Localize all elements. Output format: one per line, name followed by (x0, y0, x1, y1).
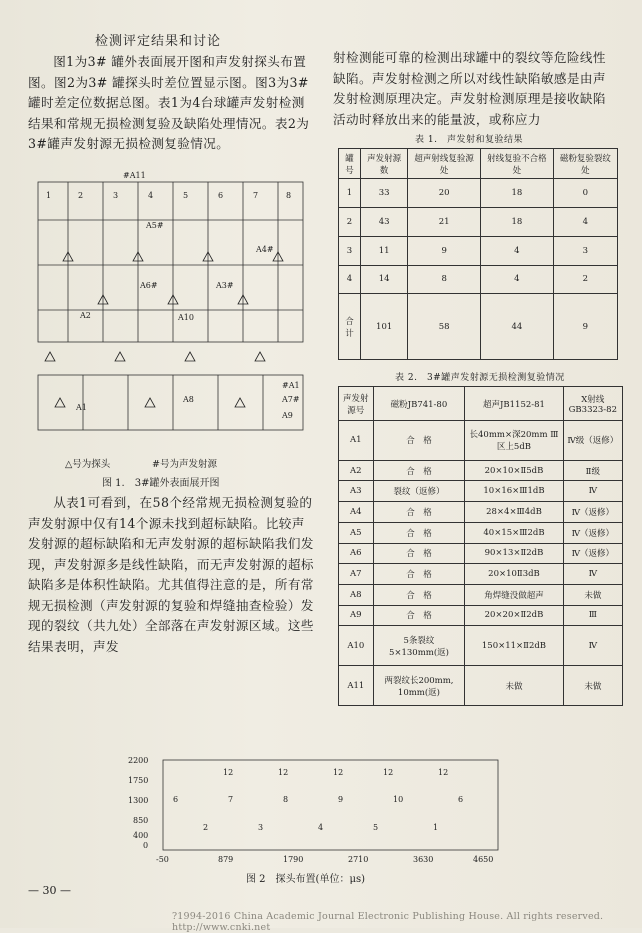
table-cell: 长40mm×深20mm Ⅲ区上5dB (465, 421, 563, 461)
fig2-ytick: 400 (133, 831, 149, 840)
table-cell: 合 格 (373, 421, 465, 461)
table-cell: 未做 (465, 666, 563, 706)
left-column-para2 (28, 493, 314, 657)
fig1-num: 3 (113, 191, 119, 200)
table-cell: A9 (339, 605, 374, 626)
table-row (339, 179, 618, 208)
figure1-caption: 图 1. 3#罐外表面展开图 (102, 478, 220, 489)
fig2-point: 7 (228, 795, 234, 804)
table-cell: 4 (481, 265, 554, 294)
section-title: 检测评定结果和讨论 (95, 34, 222, 49)
table-cell: 10×16×Ⅲ1dB (465, 481, 563, 502)
table1-caption: 表 1. 声发射和复验结果 (415, 135, 523, 145)
fig2-ytick: 850 (133, 816, 149, 825)
table-cell: 90×13×Ⅱ2dB (465, 543, 563, 564)
fig2-point: 2 (203, 823, 209, 832)
table-row (339, 605, 623, 626)
fig2-point: 12 (278, 768, 289, 777)
fig2-ytick: 0 (143, 841, 149, 850)
table-cell: 101 (360, 294, 407, 360)
table-row (339, 502, 623, 523)
table-cell: A10 (339, 626, 374, 666)
paragraph-1: 图1为3# 罐外表面展开图和声发射探头布置图。图2为3# 罐探头时差位置显示图。图3为3# 罐时差定位数据总图。表1为4台球罐声发射检测结果和常规无损检测复验及缺陷处理情况。表2为3#罐声发射源无损检测复验情况。 (28, 54, 310, 151)
table-row (339, 265, 618, 294)
fig1-num: 5 (183, 191, 189, 200)
table-cell: 11 (360, 236, 407, 265)
table-cell: A1 (339, 421, 374, 461)
table-cell: A7 (339, 564, 374, 585)
paragraph-3: 射检测能可靠的检测出球罐中的裂纹等危险线性缺陷。声发射检测之所以对线性缺陷敏感是由声发射检测原理决定。声发射检测原理是接收缺陷活动时释放出来的能量波，或称应力 (333, 50, 606, 127)
table-cell: 合 格 (373, 584, 465, 605)
table-row (339, 564, 623, 585)
fig2-point: 3 (258, 823, 264, 832)
fig1-num: 8 (286, 191, 292, 200)
fig1-probe-triangles (45, 252, 283, 407)
table-header-cell: X射线GB3323-82 (563, 387, 622, 421)
table-cell: Ⅳ（返修） (563, 502, 622, 523)
table-row (339, 460, 623, 481)
fig1-num: 7 (253, 191, 259, 200)
fig2-xtick: 3630 (413, 855, 434, 864)
table-header-cell: 声发射源号 (339, 387, 374, 421)
fig1-num: 1 (46, 191, 52, 200)
table-cell: A4 (339, 502, 374, 523)
fig1-num: 4 (148, 191, 154, 200)
table-cell: 未做 (563, 666, 622, 706)
table-cell: 20×10Ⅱ3dB (465, 564, 563, 585)
table-cell: 合 格 (373, 460, 465, 481)
fig1-source: A1 (76, 403, 87, 412)
fig2-ytick: 1300 (128, 796, 149, 805)
table-cell: 4 (339, 265, 361, 294)
fig1-source: A7# (282, 395, 300, 404)
table-cell: 18 (481, 207, 554, 236)
table-cell: 21 (408, 207, 481, 236)
fig1-source: A8 (183, 395, 194, 404)
table-cell: 9 (553, 294, 617, 360)
table2 (338, 386, 623, 706)
table2-caption: 表 2. 3#罐声发射源无损检测复验情况 (395, 373, 565, 383)
table-cell: 2 (339, 207, 361, 236)
fig1-source: A10 (178, 313, 194, 322)
table-cell: 3 (339, 236, 361, 265)
table-cell: 44 (481, 294, 554, 360)
fig2-ytick: 1750 (128, 776, 149, 785)
table-header-cell: 磁粉复验裂纹处 (553, 149, 617, 179)
table-cell: Ⅳ（返修） (563, 543, 622, 564)
table-cell: 40×15×Ⅲ2dB (465, 522, 563, 543)
fig2-xtick: 4650 (473, 855, 494, 864)
table-cell: 58 (408, 294, 481, 360)
table-cell: 20 (408, 179, 481, 208)
fig2-xtick: 879 (218, 855, 234, 864)
left-column-para1 (28, 52, 314, 155)
fig1-source: A6# (140, 281, 158, 290)
table-cell: 14 (360, 265, 407, 294)
fig2-xtick: 2710 (348, 855, 369, 864)
table-cell: 9 (408, 236, 481, 265)
table-cell: 8 (408, 265, 481, 294)
fig2-xtick: -50 (156, 855, 169, 864)
table-row (339, 481, 623, 502)
fig2-point: 10 (393, 795, 404, 804)
copyright-footer: ?1994-2016 China Academic Journal Electronic Publishing House. All rights reserved. http://www.cnki.net (172, 911, 613, 933)
table-cell: 3 (553, 236, 617, 265)
table-cell: 合 格 (373, 522, 465, 543)
fig2-ytick: 2200 (128, 756, 149, 765)
table-header-cell: 声发射源数 (360, 149, 407, 179)
figure1-unfolded-surface (28, 170, 313, 442)
right-column-para1 (333, 48, 618, 130)
table-cell: 4 (481, 236, 554, 265)
table-row (339, 626, 623, 666)
paragraph-2: 从表1可看到，在58个经常规无损检测复验的声发射源中仅有14个源未找到超标缺陷。比较声发射源的超标缺陷和无声发射源的超标缺陷我们发现，声发射源多是线性缺陷，而无声发射源的超标缺陷多是体积性缺陷。尤其值得注意的是，所有常规无损检测（声发射源的复验和焊缝抽查检验）发现的裂纹（共九处）全部落在声发射源区域。这些结果表明，声发 (28, 495, 314, 654)
table-cell: A3 (339, 481, 374, 502)
table-cell: Ⅳ (563, 564, 622, 585)
figure2-caption: 图 2 探头布置(单位：μs) (246, 874, 365, 885)
table-cell: Ⅳ级（返修） (563, 421, 622, 461)
table-cell: 20×20×Ⅱ2dB (465, 605, 563, 626)
table-cell: 1 (339, 179, 361, 208)
table-header-row (339, 149, 618, 179)
fig1-source: A5# (146, 221, 164, 230)
fig1-source: A2 (80, 311, 91, 320)
table-cell: Ⅳ (563, 481, 622, 502)
table-cell: Ⅲ (563, 605, 622, 626)
table-cell: 0 (553, 179, 617, 208)
table-cell: 合 格 (373, 502, 465, 523)
table-cell: 未做 (563, 584, 622, 605)
fig2-point: 12 (438, 768, 449, 777)
table-row (339, 207, 618, 236)
table-header-cell: 射线复验不合格处 (481, 149, 554, 179)
table-cell: 43 (360, 207, 407, 236)
table-cell: 4 (553, 207, 617, 236)
table-cell: A2 (339, 460, 374, 481)
table-cell: 28×4×Ⅲ4dB (465, 502, 563, 523)
fig2-point: 8 (283, 795, 289, 804)
table-cell: 5条裂纹 5×130mm(返) (373, 626, 465, 666)
table-cell: 合 格 (373, 564, 465, 585)
fig1-source: A3# (216, 281, 234, 290)
table-cell: A11 (339, 666, 374, 706)
figure2-probe-layout (128, 750, 508, 870)
fig1-source: A4# (256, 245, 274, 254)
fig1-num: 6 (218, 191, 224, 200)
fig2-point: 4 (318, 823, 324, 832)
table-cell: 2 (553, 265, 617, 294)
figure1-legend-source: #号为声发射源 (152, 459, 217, 470)
table-cell: 两裂纹长200mm, 10mm(返) (373, 666, 465, 706)
fig2-point: 1 (433, 823, 439, 832)
table-cell: 18 (481, 179, 554, 208)
page-number: — 30 — (28, 884, 71, 897)
table-cell: 合 格 (373, 605, 465, 626)
fig1-source: A9 (282, 411, 293, 420)
table-row (339, 421, 623, 461)
table-cell: Ⅳ (563, 626, 622, 666)
table-cell: A8 (339, 584, 374, 605)
table-row (339, 666, 623, 706)
table-cell: 裂纹（返修） (373, 481, 465, 502)
table-header-cell: 超声射线复验源处 (408, 149, 481, 179)
fig1-top-label: #A11 (123, 171, 146, 180)
fig2-xtick: 1790 (283, 855, 304, 864)
table-cell: 合计 (339, 294, 361, 360)
table-header-cell: 超声JB1152-81 (465, 387, 563, 421)
table-cell: A5 (339, 522, 374, 543)
fig2-point: 12 (383, 768, 394, 777)
fig2-point: 12 (333, 768, 344, 777)
table-cell: 角焊缝没做超声 (465, 584, 563, 605)
table-row (339, 543, 623, 564)
fig2-point: 6 (173, 795, 179, 804)
table-cell: Ⅳ（返修） (563, 522, 622, 543)
table-header-row (339, 387, 623, 421)
fig2-point: 12 (223, 768, 234, 777)
table-row (339, 294, 618, 360)
table-row (339, 522, 623, 543)
fig2-point: 9 (338, 795, 344, 804)
fig1-source: #A1 (282, 381, 300, 390)
table-header-cell: 罐号 (339, 149, 361, 179)
table-row (339, 584, 623, 605)
table-header-cell: 磁粉JB741-80 (373, 387, 465, 421)
table-cell: 合 格 (373, 543, 465, 564)
table1 (338, 148, 618, 360)
table-cell: Ⅱ级 (563, 460, 622, 481)
table-cell: 150×11×Ⅱ2dB (465, 626, 563, 666)
table-cell: A6 (339, 543, 374, 564)
table-cell: 33 (360, 179, 407, 208)
figure1-legend-probe: △号为探头 (65, 459, 111, 470)
fig2-point: 5 (373, 823, 379, 832)
table-row (339, 236, 618, 265)
fig1-num: 2 (78, 191, 84, 200)
table-cell: 20×10×Ⅱ5dB (465, 460, 563, 481)
fig2-point: 6 (458, 795, 464, 804)
